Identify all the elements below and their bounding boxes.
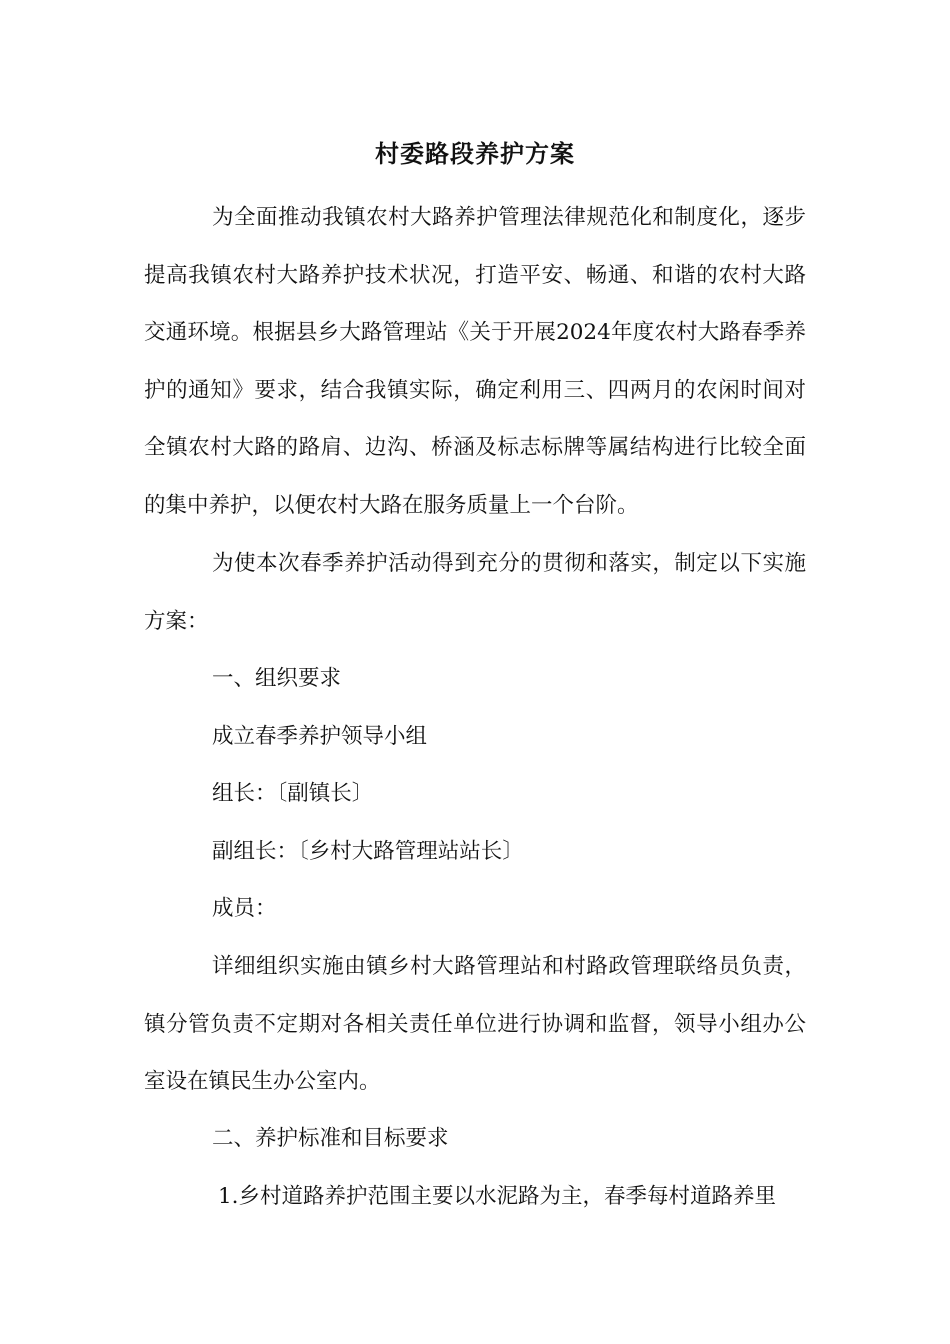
item-1: 1.乡村道路养护范围主要以水泥路为主，春季每村道路养里 <box>218 1184 777 1209</box>
intro-paragraph: 为全面推动我镇农村大路养护管理法律规范化和制度化，逐步提高我镇农村大路养护技术状况，打造平安、畅通、和谐的农村大路交通环境。根据县乡大路管理站《关于开展2024年度农村大路春季养护的通知》要求，结合我镇实际，确定利用三、四两月的农闲时间对全镇农村大路的路肩、边沟、桥涵及标志标牌等属结构进行比较全面的集中养护，以便农村大路在服务质量上一个台阶。 <box>144 205 806 518</box>
deputy-leader-line: 副组长：〔乡村大路管理站站长〕 <box>212 839 524 864</box>
document-title: 村委路段养护方案 <box>375 140 575 168</box>
section-heading-organization: 一、组织要求 <box>212 666 342 691</box>
section-heading-standards: 二、养护标准和目标要求 <box>212 1126 449 1151</box>
responsibility-paragraph: 详细组织实施由镇乡村大路管理站和村路政管理联络员负责，镇分管负责不定期对各相关责任单位进行协调和监督，领导小组办公室设在镇民生办公室内。 <box>144 954 806 1095</box>
group-line: 成立春季养护领导小组 <box>212 724 428 749</box>
purpose-paragraph: 为使本次春季养护活动得到充分的贯彻和落实，制定以下实施方案： <box>144 551 806 634</box>
members-line: 成员： <box>212 896 277 921</box>
leader-line: 组长：〔副镇长〕 <box>212 781 374 806</box>
